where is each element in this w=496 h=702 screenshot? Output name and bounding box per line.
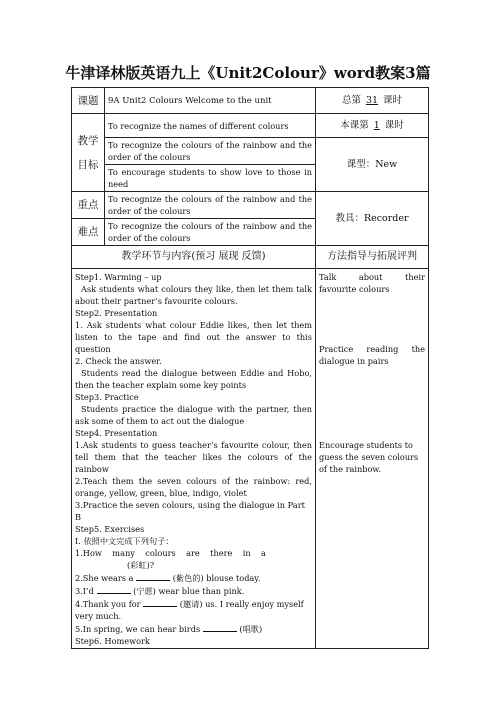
exercise-item: 1.How many colours are there in a xyxy=(75,548,266,558)
step-heading: Step1. Warming – up xyxy=(75,272,162,282)
answer-blank[interactable] xyxy=(97,584,131,594)
key-point-text: To recognize the colours of the rainbow and the order of the colours xyxy=(105,192,316,219)
method-body xyxy=(316,269,429,649)
goal-item: To recognize the names of different colours xyxy=(105,114,316,138)
key-point-label: 重点 xyxy=(72,192,105,219)
teaching-aids: 教具：Recorder xyxy=(316,192,429,246)
difficulty-label: 难点 xyxy=(72,219,105,246)
step-text: Students practice the dialogue with the partner, then ask some of them to act out the dialogue xyxy=(75,404,312,426)
goals-label: 教学 目标 xyxy=(72,114,105,192)
method-header: 方法指导与拓展评判 xyxy=(316,246,429,269)
step-heading: Step4. Presentation xyxy=(75,428,158,438)
answer-blank[interactable] xyxy=(143,597,177,607)
step-text: 1. Ask students what colour Eddie likes, then let them listen to the tape and find out the answer to this question xyxy=(75,320,312,354)
this-lesson-number: 1 xyxy=(373,119,380,131)
exercise-item: 3.I’d (宁愿) wear blue than pink. xyxy=(75,586,245,596)
total-lesson-number: 31 xyxy=(365,94,379,106)
step-text: Ask students what colours they like, then let them talk about their partner’s favourite colours. xyxy=(75,284,312,306)
difficulty-text: To recognize the colours of the rainbow and the order of the colours xyxy=(105,219,316,246)
step-text: 1.Ask students to guess teacher’s favourite colour, then tell them that the teacher likes the colours of the rainbow xyxy=(75,440,312,474)
exercise-item: 5.In spring, we can hear birds (唱歌) xyxy=(75,624,263,634)
method-note: Encourage students to guess the seven colours of the rainbow. xyxy=(319,440,419,474)
lesson-plan-table xyxy=(71,87,429,649)
lesson-type: 课型：New xyxy=(316,138,429,192)
procedure-body xyxy=(72,269,316,649)
exercise-item: 2.She wears a (紫色的) blouse today. xyxy=(75,573,261,583)
answer-blank[interactable] xyxy=(136,571,170,581)
exercise-hint: (彩虹)? xyxy=(127,560,155,570)
this-lesson: 本课第 1 课时 xyxy=(316,114,429,138)
total-lesson: 总第 31 课时 xyxy=(316,88,429,114)
step-heading: Step6. Homework xyxy=(75,636,150,646)
answer-blank[interactable] xyxy=(203,622,237,632)
step-text: 2.Teach them the seven colours of the rainbow: red, orange, yellow, green, blue, indigo, violet xyxy=(75,476,312,498)
exercise-item: 4.Thank you for (邀请) us. I really enjoy myself very much. xyxy=(75,599,304,621)
step-heading: Step3. Practice xyxy=(75,392,139,402)
exercise-instruction: I. 依照中文完成下列句子： xyxy=(75,536,174,546)
step-text: 3.Practice the seven colours, using the dialogue in Part B xyxy=(75,500,305,522)
step-heading: Step5. Exercises xyxy=(75,524,145,534)
step-heading: Step2. Presentation xyxy=(75,308,158,318)
method-note: Practice reading the dialogue in pairs xyxy=(319,344,425,366)
page-title: 牛津译林版英语九上《Unit2Colour》word教案3篇 xyxy=(65,64,431,82)
step-text: 2. Check the answer. xyxy=(75,356,162,366)
topic-value: 9A Unit2 Colours Welcome to the unit xyxy=(105,88,316,114)
topic-label: 课题 xyxy=(72,88,105,114)
goal-item: To recognize the colours of the rainbow and the order of the colours xyxy=(105,138,316,165)
procedure-header: 教学环节与内容(预习 展现 反馈) xyxy=(72,246,316,269)
method-note: Talk about their favourite colours xyxy=(319,272,425,294)
step-text: Students read the dialogue between Eddie and Hobo, then the teacher explain some key points xyxy=(75,368,312,390)
goal-item: To encourage students to show love to those in need xyxy=(105,165,316,192)
